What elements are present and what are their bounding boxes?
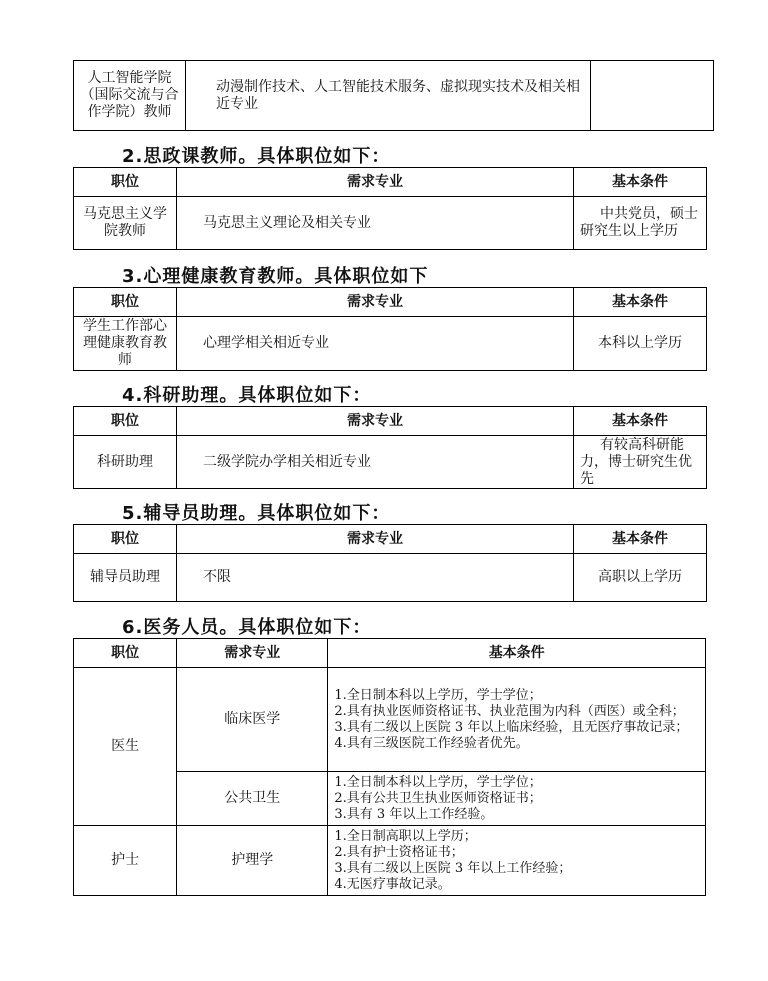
- table-row: [74, 317, 707, 371]
- condition-line: 3.具有 3 年以上工作经验。: [334, 806, 494, 822]
- position-cell-doctor: 医生: [74, 668, 177, 826]
- section-heading-2: 2.思政课教师。具体职位如下：: [122, 146, 391, 167]
- condition-line: 1.全日制高职以上学历；: [334, 828, 477, 844]
- header-position: 职位: [74, 639, 177, 668]
- condition-line: 2.具有公共卫生执业医师资格证书；: [334, 790, 542, 806]
- major-cell: 二级学院办学相关相近专业: [177, 436, 574, 489]
- section-heading-6: 6.医务人员。具体职位如下：: [122, 617, 372, 638]
- table-counselor-assistant: [73, 524, 707, 602]
- header-condition: 基本条件: [574, 407, 707, 436]
- table-row: [74, 61, 714, 131]
- header-position: 职位: [74, 407, 177, 436]
- position-cell-nurse: 护士: [74, 826, 177, 896]
- table-medical-staff: [73, 638, 706, 896]
- position-cell: 人工智能学院（国际交流与合作学院）教师: [74, 61, 186, 131]
- table-row: [74, 668, 706, 772]
- table-psych-teacher: [73, 287, 707, 371]
- header-major: 需求专业: [177, 168, 574, 197]
- condition-line: 1.全日制本科以上学历，学士学位；: [334, 687, 542, 703]
- major-cell: 心理学相关相近专业: [177, 317, 574, 371]
- table-header-row: [74, 639, 706, 668]
- condition-cell-clinical: [328, 668, 706, 772]
- condition-line: 2.具有执业医师资格证书、执业范围为内科（西医）或全科；: [334, 703, 685, 719]
- section-heading-4: 4.科研助理。具体职位如下：: [122, 385, 372, 406]
- header-major: 需求专业: [177, 288, 574, 317]
- condition-line: 4.具有三级医院工作经验者优先。: [334, 735, 529, 751]
- section-heading-3: 3.心理健康教育教师。具体职位如下: [122, 266, 429, 287]
- header-major: 需求专业: [177, 525, 574, 554]
- header-major: 需求专业: [177, 639, 328, 668]
- header-position: 职位: [74, 288, 177, 317]
- header-condition: 基本条件: [574, 525, 707, 554]
- table-header-row: [74, 168, 707, 197]
- position-cell: 马克思主义学院教师: [74, 197, 177, 250]
- major-cell: 马克思主义理论及相关专业: [177, 197, 574, 250]
- condition-cell-nursing: [328, 826, 706, 896]
- header-position: 职位: [74, 168, 177, 197]
- position-cell: 科研助理: [74, 436, 177, 489]
- table-research-assistant: [73, 406, 707, 489]
- header-condition: 基本条件: [328, 639, 706, 668]
- condition-line: 4.无医疗事故记录。: [334, 876, 451, 892]
- table-header-row: [74, 407, 707, 436]
- section-heading-5: 5.辅导员助理。具体职位如下：: [122, 503, 391, 524]
- major-cell-nursing: 护理学: [177, 826, 328, 896]
- condition-line: 2.具有护士资格证书；: [334, 844, 464, 860]
- header-condition: 基本条件: [574, 168, 707, 197]
- major-cell-public-health: 公共卫生: [177, 772, 328, 826]
- table-politics-teacher: [73, 167, 707, 250]
- condition-line: 3.具有二级以上医院 3 年以上临床经验，且无医疗事故记录；: [334, 719, 689, 735]
- position-cell: 辅导员助理: [74, 554, 177, 602]
- condition-cell: 有较高科研能力，博士研究生优先: [574, 436, 707, 489]
- condition-cell: 高职以上学历: [574, 554, 707, 602]
- table-row: [74, 826, 706, 896]
- header-major: 需求专业: [177, 407, 574, 436]
- major-cell: 不限: [177, 554, 574, 602]
- condition-cell: 中共党员，硕士研究生以上学历: [574, 197, 707, 250]
- table-header-row: [74, 288, 707, 317]
- condition-cell: [591, 61, 714, 131]
- header-position: 职位: [74, 525, 177, 554]
- table-row: [74, 554, 707, 602]
- table-row: [74, 197, 707, 250]
- condition-cell-public-health: [328, 772, 706, 826]
- condition-line: 3.具有二级以上医院 3 年以上工作经验；: [334, 860, 572, 876]
- table-ai-college: [73, 60, 714, 131]
- table-row: [74, 436, 707, 489]
- major-cell: 动漫制作技术、人工智能技术服务、虚拟现实技术及相关相近专业: [186, 61, 591, 131]
- header-condition: 基本条件: [574, 288, 707, 317]
- condition-cell: 本科以上学历: [574, 317, 707, 371]
- position-cell: 学生工作部心理健康教育教师: [74, 317, 177, 371]
- major-cell-clinical: 临床医学: [177, 668, 328, 772]
- table-header-row: [74, 525, 707, 554]
- condition-line: 1.全日制本科以上学历，学士学位；: [334, 774, 542, 790]
